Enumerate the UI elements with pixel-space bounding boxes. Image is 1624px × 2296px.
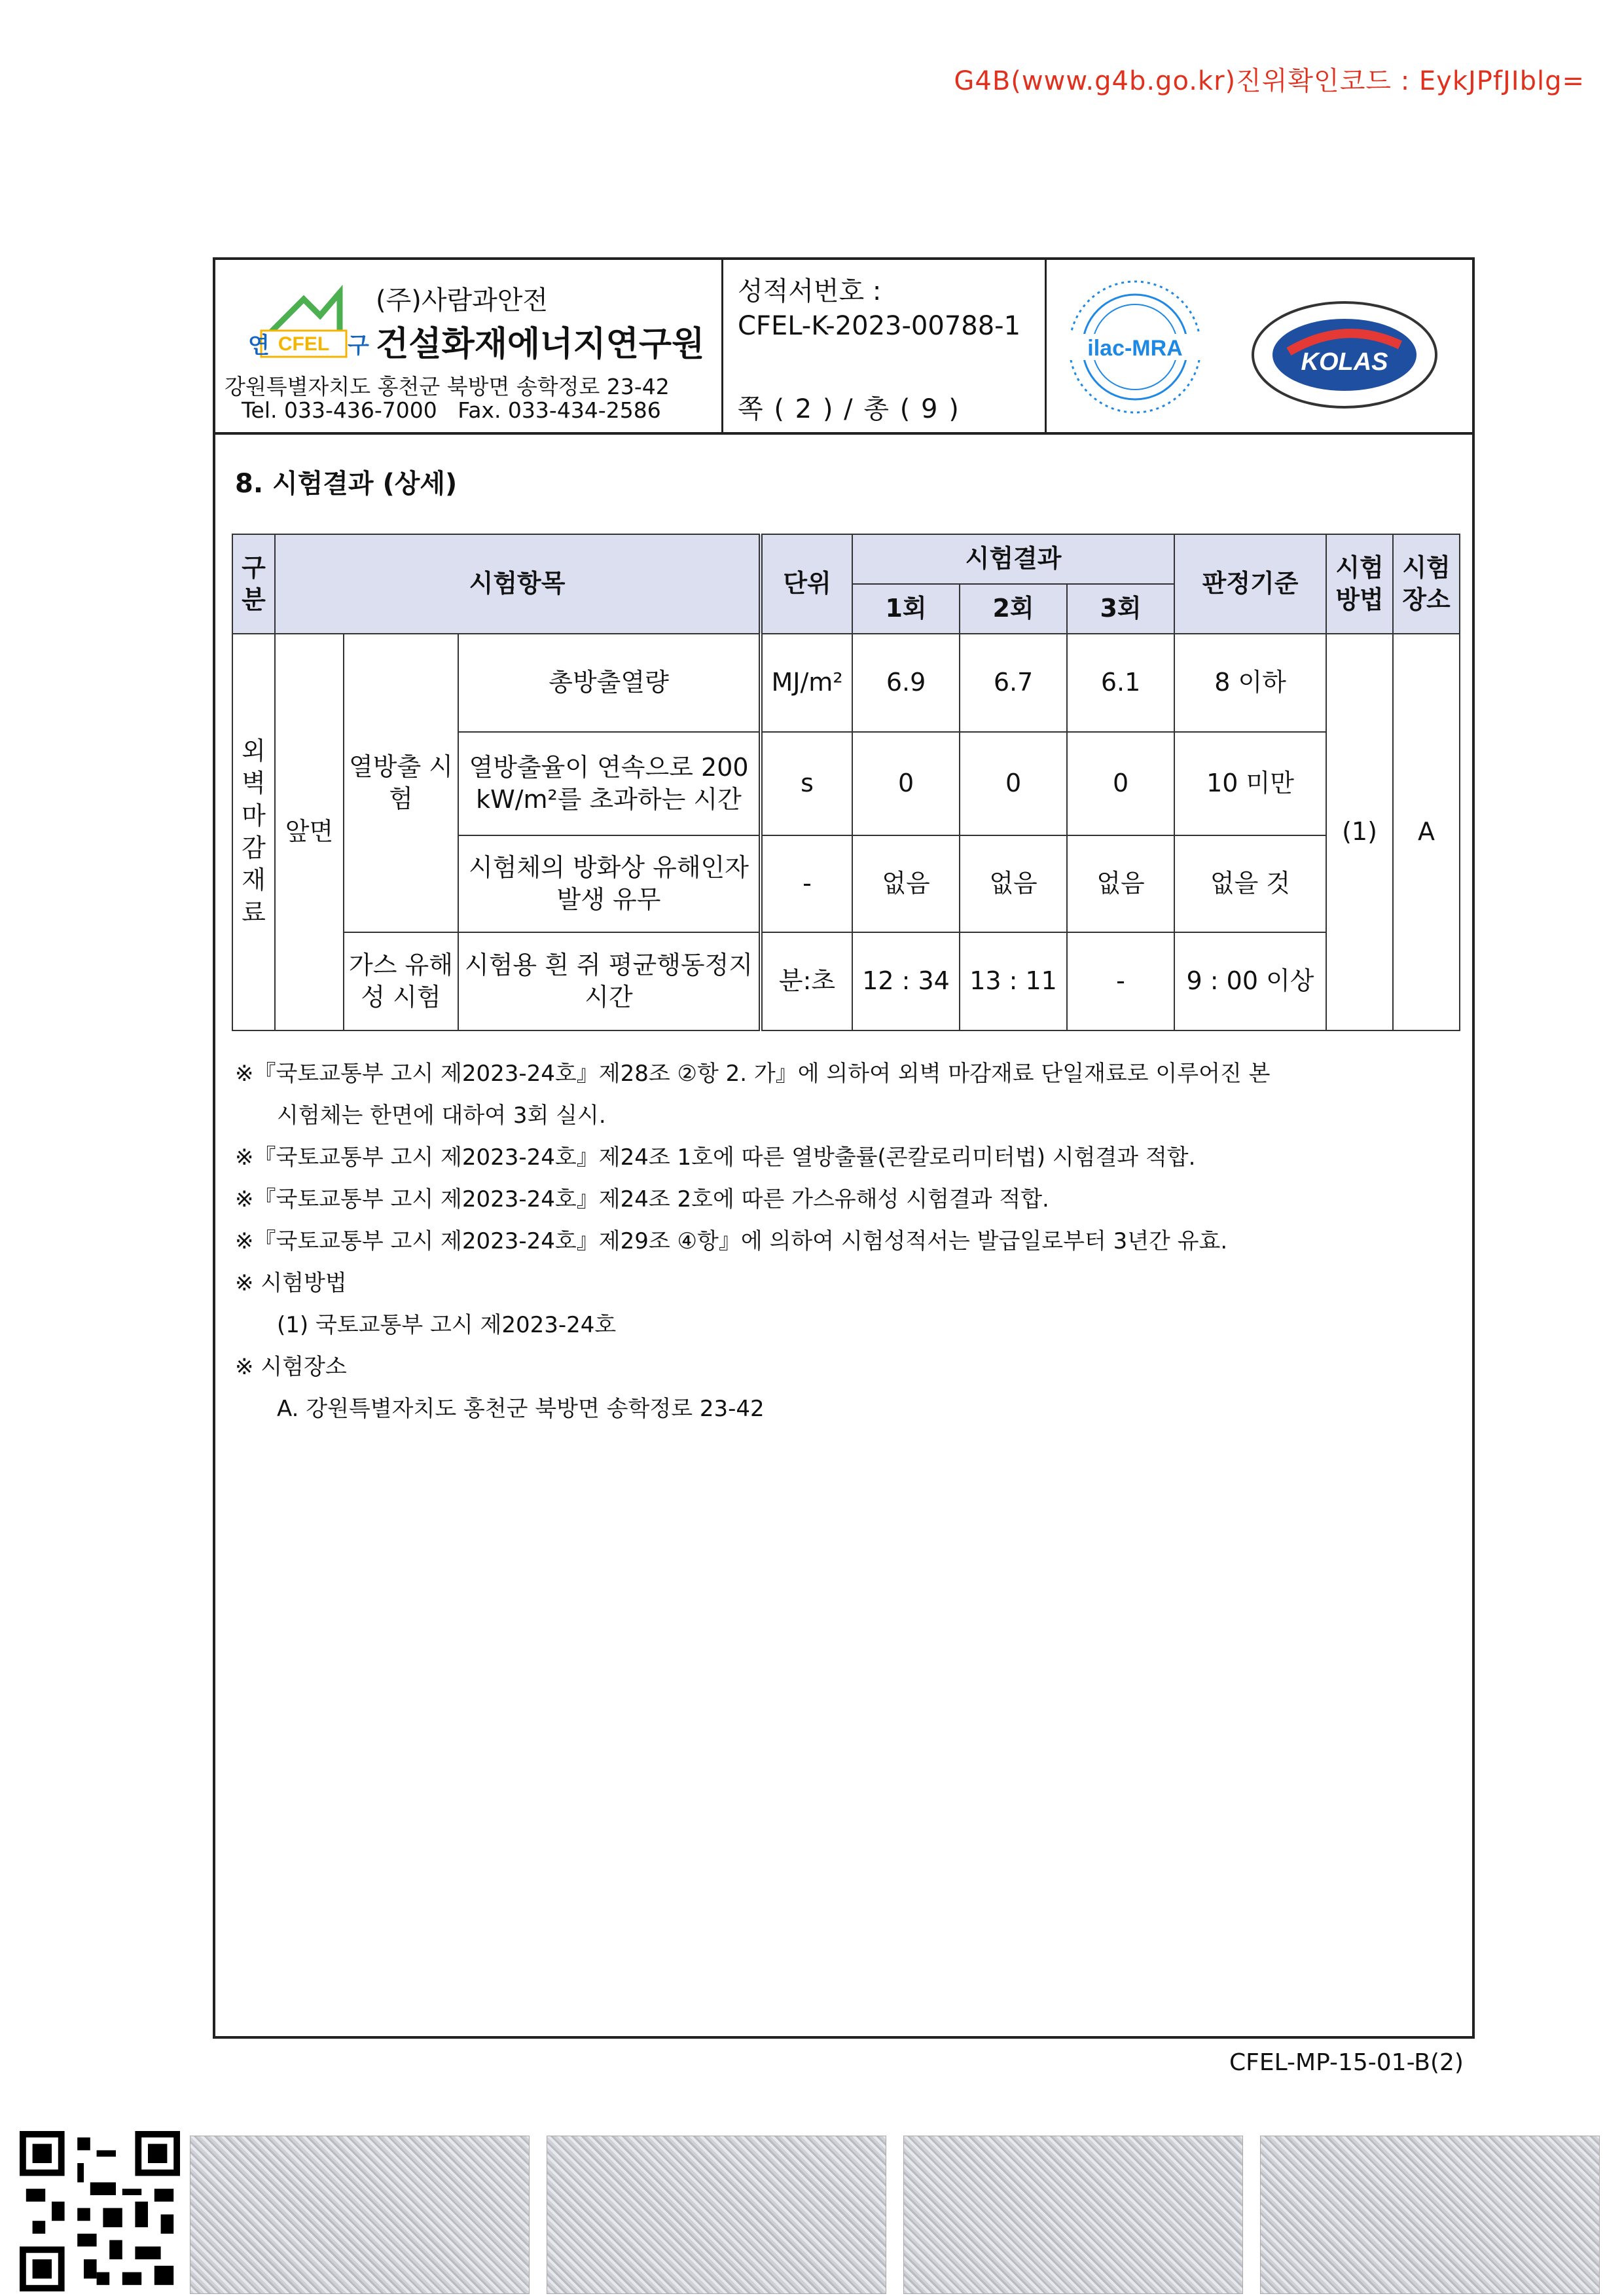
org-subtitle: (주)사람과안전 — [376, 285, 549, 316]
run2-cell: 0 — [960, 732, 1067, 835]
criteria-cell: 없을 것 — [1174, 835, 1326, 932]
results-table — [232, 534, 1460, 1031]
run1-cell: 0 — [852, 732, 960, 835]
header-run1: 1회 — [852, 584, 960, 634]
security-pattern — [547, 2136, 886, 2294]
note-line: ※ 시험장소 — [235, 1354, 347, 1380]
table-row — [232, 932, 1460, 1030]
category-cell: 외벽마감재료 — [232, 634, 275, 1030]
qr-code-icon — [20, 2131, 180, 2291]
section-title: 8. 시험결과 (상세) — [235, 469, 458, 499]
header-criteria: 판정기준 — [1174, 534, 1326, 634]
note-line: ※『국토교통부 고시 제2023-24호』제24조 1호에 따른 열방출률(콘칼로리미터법) 시험결과 적합. — [235, 1144, 1196, 1171]
report-frame — [213, 257, 1475, 2039]
header-run3: 3회 — [1067, 584, 1174, 634]
note-line: ※『국토교통부 고시 제2023-24호』제24조 2호에 따른 가스유해성 시험결과 적합. — [235, 1186, 1049, 1212]
org-block — [215, 260, 723, 432]
group-heat-release: 열방출 시험 — [344, 634, 458, 932]
header-item: 시험항목 — [275, 534, 761, 634]
run3-cell: 0 — [1067, 732, 1174, 835]
page-info: 쪽 ( 2 ) / 총 ( 9 ) — [738, 394, 960, 424]
header-unit: 단위 — [761, 534, 852, 634]
place-cell: A — [1393, 634, 1460, 1030]
unit-cell: MJ/m² — [761, 634, 852, 732]
org-address: 강원특별자치도 홍천군 북방면 송학정로 23-42 — [225, 374, 670, 399]
kolas-logo — [1250, 299, 1439, 410]
table-row — [232, 634, 1460, 732]
svg-text:ilac-MRA: ilac-MRA — [1087, 336, 1183, 361]
verification-code: G4B(www.g4b.go.kr)진위확인코드 : EykJPfJIblg= — [954, 66, 1585, 96]
criteria-cell: 10 미만 — [1174, 732, 1326, 835]
security-pattern — [1260, 2136, 1600, 2294]
svg-text:연: 연 — [248, 333, 270, 359]
security-pattern — [190, 2136, 530, 2294]
item-cell: 열방출율이 연속으로 200 kW/m²를 초과하는 시간 — [458, 732, 761, 835]
header-method: 시험방법 — [1326, 534, 1393, 634]
form-code: CFEL-MP-15-01-B(2) — [1229, 2049, 1464, 2076]
svg-text:구: 구 — [348, 333, 369, 359]
unit-cell: s — [761, 732, 852, 835]
unit-cell: - — [761, 835, 852, 932]
run2-cell: 6.7 — [960, 634, 1067, 732]
note-line: A. 강원특별자치도 홍천군 북방면 송학정로 23-42 — [277, 1396, 765, 1422]
run1-cell: 12 : 34 — [852, 932, 960, 1030]
method-cell: (1) — [1326, 634, 1393, 1030]
org-phone: Tel. 033-436-7000 Fax. 033-434-2586 — [242, 397, 661, 423]
report-number: CFEL-K-2023-00788-1 — [738, 311, 1021, 341]
criteria-cell: 9 : 00 이상 — [1174, 932, 1326, 1030]
run2-cell: 13 : 11 — [960, 932, 1067, 1030]
header-place: 시험장소 — [1393, 534, 1460, 634]
ilac-mra-logo — [1060, 272, 1210, 422]
header-category: 구분 — [232, 534, 275, 634]
run1-cell: 없음 — [852, 835, 960, 932]
run2-cell: 없음 — [960, 835, 1067, 932]
report-header — [215, 260, 1472, 435]
org-name: 건설화재에너지연구원 — [376, 325, 705, 364]
unit-cell: 분:초 — [761, 932, 852, 1030]
report-number-label: 성적서번호 : — [738, 276, 882, 306]
run1-cell: 6.9 — [852, 634, 960, 732]
header-results: 시험결과 — [852, 534, 1174, 584]
note-line: ※ 시험방법 — [235, 1270, 347, 1296]
note-line: ※『국토교통부 고시 제2023-24호』제29조 ④항』에 의하여 시험성적서는 발급일로부터 3년간 유효. — [235, 1228, 1228, 1254]
run3-cell: 6.1 — [1067, 634, 1174, 732]
report-number-block — [723, 260, 1047, 432]
svg-text:CFEL: CFEL — [278, 333, 330, 355]
svg-text:KOLAS: KOLAS — [1301, 348, 1388, 376]
note-line: ※『국토교통부 고시 제2023-24호』제28조 ②항 2. 가』에 의하여 외벽 마감재료 단일재료로 이루어진 본 — [235, 1061, 1271, 1087]
group-gas-toxicity: 가스 유해성 시험 — [344, 932, 458, 1030]
run3-cell: - — [1067, 932, 1174, 1030]
item-cell: 총방출열량 — [458, 634, 761, 732]
item-cell: 시험체의 방화상 유해인자 발생 유무 — [458, 835, 761, 932]
accreditation-logos — [1047, 260, 1472, 432]
note-line: 시험체는 한면에 대하여 3회 실시. — [277, 1102, 606, 1129]
face-cell: 앞면 — [275, 634, 344, 1030]
security-pattern — [903, 2136, 1243, 2294]
run3-cell: 없음 — [1067, 835, 1174, 932]
header-run2: 2회 — [960, 584, 1067, 634]
cfel-logo — [242, 280, 372, 378]
item-cell: 시험용 흰 쥐 평균행동정지시간 — [458, 932, 761, 1030]
note-line: (1) 국토교통부 고시 제2023-24호 — [277, 1312, 617, 1338]
criteria-cell: 8 이하 — [1174, 634, 1326, 732]
